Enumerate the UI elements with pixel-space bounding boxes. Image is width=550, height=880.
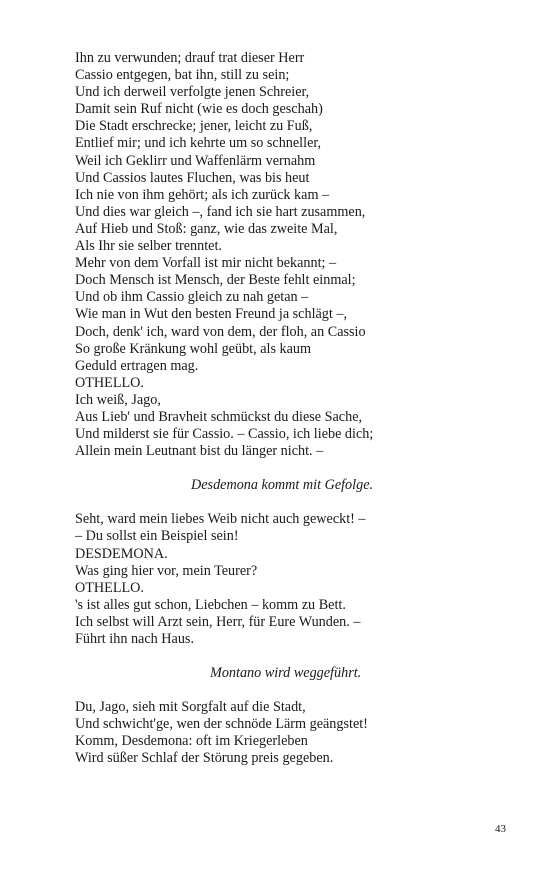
verse-line: Entlief mir; und ich kehrte um so schneller,	[75, 135, 322, 152]
verse-line: Wird süßer Schlaf der Störung preis gegeben.	[75, 750, 334, 767]
verse-line: Und schwicht'ge, wen der schnöde Lärm geängstet!	[75, 716, 368, 733]
verse-block	[75, 50, 495, 460]
verse-line: Was ging hier vor, mein Teurer?	[75, 562, 258, 579]
verse-line: Ich weiß, Jago,	[75, 391, 161, 408]
verse-line: Die Stadt erschrecke; jener, leicht zu Fuß,	[75, 118, 313, 135]
verse-line: 's ist alles gut schon, Liebchen – komm zu Bett.	[75, 596, 346, 613]
verse-line: Ihn zu verwunden; drauf trat dieser Herr	[75, 50, 305, 66]
verse-line: Weil ich Geklirr und Waffenlärm vernahm	[75, 152, 316, 169]
verse-line: Du, Jago, sieh mit Sorgfalt auf die Stadt,	[75, 699, 306, 716]
verse-line: Mehr von dem Vorfall ist mir nicht bekannt; –	[75, 255, 337, 272]
verse-line: Seht, ward mein liebes Weib nicht auch geweckt! –	[75, 511, 366, 528]
verse-block	[75, 511, 495, 648]
verse-line: Und milderst sie für Cassio. – Cassio, ich liebe dich;	[75, 426, 374, 443]
verse-line: Als Ihr sie selber trenntet.	[75, 238, 222, 255]
verse-line: Und ich derweil verfolgte jenen Schreier,	[75, 84, 310, 101]
verse-line: – Du sollst ein Beispiel sein!	[75, 528, 239, 545]
verse-line: Cassio entgegen, bat ihn, still zu sein;	[75, 67, 290, 84]
verse-line: Ich selbst will Arzt sein, Herr, für Eure Wunden. –	[75, 613, 361, 630]
verse-line: Doch, denk' ich, ward von dem, der floh, an Cassio	[75, 323, 366, 340]
page-number: 43	[495, 823, 506, 835]
verse-line: Führt ihn nach Haus.	[75, 631, 195, 647]
stage-direction: Desdemona kommt mit Gefolge.	[191, 477, 374, 494]
verse-line: Doch Mensch ist Mensch, der Beste fehlt einmal;	[75, 272, 356, 289]
verse-line: Wie man in Wut den besten Freund ja schlägt –,	[75, 306, 348, 323]
verse-line: Geduld ertragen mag.	[75, 357, 199, 374]
verse-line: Damit sein Ruf nicht (wie es doch geschah)	[75, 101, 323, 118]
verse-line: Und dies war gleich –, fand ich sie hart zusammen,	[75, 203, 366, 220]
verse-line: Und Cassios lautes Fluchen, was bis heut	[75, 169, 310, 186]
verse-block	[75, 699, 495, 767]
page-body	[75, 50, 495, 768]
verse-line: Ich nie von ihm gehört; als ich zurück kam –	[75, 186, 330, 203]
verse-line: Komm, Desdemona: oft im Kriegerleben	[75, 733, 308, 750]
speaker-name: DESDEMONA.	[75, 545, 168, 562]
verse-line: Aus Lieb' und Bravheit schmückst du diese Sache,	[75, 408, 363, 425]
verse-line: Auf Hieb und Stoß: ganz, wie das zweite Mal,	[75, 220, 338, 237]
stage-direction: Montano wird weggeführt.	[210, 665, 362, 682]
speaker-name: OTHELLO.	[75, 374, 144, 391]
verse-line: Und ob ihm Cassio gleich zu nah getan –	[75, 289, 309, 306]
speaker-name: OTHELLO.	[75, 579, 144, 596]
verse-line: Allein mein Leutnant bist du länger nicht. –	[75, 443, 324, 460]
verse-line: So große Kränkung wohl geübt, als kaum	[75, 340, 312, 357]
